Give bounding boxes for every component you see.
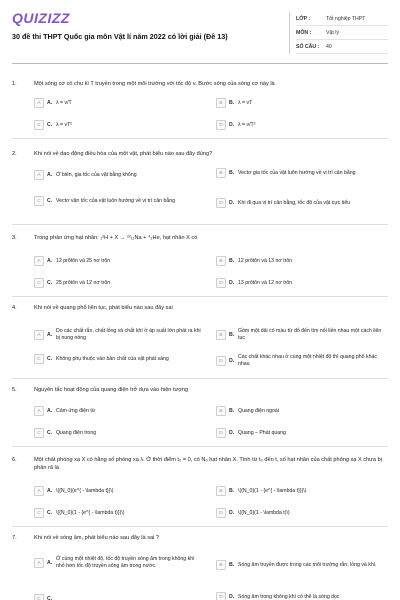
option-b[interactable] bbox=[216, 328, 388, 342]
option-box: C bbox=[34, 278, 44, 288]
meta-value: Vật lý bbox=[326, 29, 339, 36]
option-c[interactable] bbox=[34, 196, 204, 206]
option-text: Vectơ vận tốc của vật luôn hướng về vị trí cân bằng bbox=[56, 197, 175, 204]
option-text: Sóng âm trong không khí có thể là sóng dọc bbox=[238, 593, 340, 600]
option-c[interactable] bbox=[34, 120, 204, 130]
question-text: Khi nói về dao động điều hòa của một vật, phát biểu nào sau đây đúng? bbox=[34, 151, 213, 157]
question-7 bbox=[12, 534, 388, 600]
option-label: C. bbox=[47, 197, 53, 204]
option-c[interactable] bbox=[34, 354, 204, 364]
option-d[interactable] bbox=[216, 354, 388, 368]
option-box: D bbox=[216, 356, 226, 366]
question-2 bbox=[12, 150, 388, 222]
option-box: A bbox=[34, 330, 44, 340]
option-label: B. bbox=[229, 487, 235, 494]
option-a[interactable] bbox=[34, 98, 204, 108]
option-label: B. bbox=[229, 257, 235, 264]
option-box: D bbox=[216, 592, 226, 600]
option-label: C. bbox=[47, 279, 53, 286]
option-box: B bbox=[216, 560, 226, 570]
question-text: Khi nói về quang phổ liên tục, phát biểu nào sau đây sai bbox=[34, 305, 173, 311]
option-text: Sóng âm truyền được trong các môi trường rắn, lỏng và khí. bbox=[238, 561, 377, 568]
option-box: A bbox=[34, 406, 44, 416]
option-c[interactable] bbox=[34, 594, 204, 600]
option-a[interactable] bbox=[34, 406, 204, 416]
option-box: C bbox=[34, 508, 44, 518]
question-divider bbox=[12, 378, 388, 379]
option-text: Gồm một dải có màu từ đỏ đến tím nối liền nhau một cách liên tục bbox=[238, 328, 382, 341]
meta-row-class bbox=[296, 12, 388, 26]
option-label: D. bbox=[229, 509, 235, 516]
option-box: C bbox=[34, 120, 44, 130]
option-text: Quang điện trong bbox=[56, 429, 97, 436]
option-a[interactable] bbox=[34, 556, 204, 570]
meta-value: 40 bbox=[326, 43, 332, 50]
option-a[interactable] bbox=[34, 170, 204, 180]
option-label: A. bbox=[47, 331, 53, 338]
question-divider bbox=[12, 446, 388, 447]
option-c[interactable] bbox=[34, 428, 204, 438]
meta-row-count bbox=[296, 40, 388, 54]
option-label: B. bbox=[229, 331, 235, 338]
option-b[interactable] bbox=[216, 98, 388, 108]
option-text: Ở biên, gia tốc của vật bằng không bbox=[56, 171, 137, 178]
question-5 bbox=[12, 386, 388, 442]
option-b[interactable] bbox=[216, 406, 388, 416]
question-text: Trong phản ứng hạt nhân: ₁²H + X → ²²₁₁Na + ⁴₂He, hạt nhân X có bbox=[34, 235, 198, 241]
option-b[interactable] bbox=[216, 168, 388, 178]
question-divider bbox=[12, 296, 388, 297]
option-box: A bbox=[34, 256, 44, 266]
option-a[interactable] bbox=[34, 256, 204, 266]
option-label: D. bbox=[229, 357, 235, 364]
option-b[interactable] bbox=[216, 560, 388, 570]
option-text: λ = v/T² bbox=[238, 121, 256, 128]
brand-logo: QUIZIZZ bbox=[12, 10, 70, 26]
meta-key: LỚP : bbox=[296, 15, 311, 22]
option-text: 25 prôtôn và 12 nơ trôn bbox=[56, 279, 111, 286]
question-text: Một chất phóng xạ X có hằng số phóng xạ λ. Ở thời điểm t₀ = 0, có N₀ hạt nhân X. Tính từ t₀ đến t, số hạt nhân của chất phóng xạ X chưa bị phân rã là bbox=[34, 457, 382, 471]
option-text: Vectơ gia tốc của vật luôn hướng về vị trí cân bằng bbox=[238, 169, 356, 176]
option-a[interactable] bbox=[34, 328, 204, 342]
option-label: A. bbox=[47, 257, 53, 264]
option-text: 12 prôtôn và 13 nơ trôn bbox=[238, 257, 293, 264]
question-text: Một sóng cơ có chu kì T truyền trong một môi trường với tốc độ v. Bước sóng của sóng cơ này là bbox=[34, 81, 275, 87]
question-number: 5. bbox=[12, 387, 17, 393]
option-label: C. bbox=[47, 355, 53, 362]
worksheet-header bbox=[0, 0, 400, 62]
option-label: A. bbox=[47, 99, 53, 106]
option-a[interactable] bbox=[34, 486, 204, 496]
option-label: B. bbox=[229, 561, 235, 568]
meta-key: SỐ CÂU : bbox=[296, 43, 320, 50]
option-label: A. bbox=[47, 407, 53, 414]
option-label: A. bbox=[47, 487, 53, 494]
option-text: Do các chất rắn, chất lỏng và chất khí ở áp suất lớn phát ra khi bị nung nóng bbox=[56, 328, 201, 341]
option-label: D. bbox=[229, 121, 235, 128]
option-label: A. bbox=[47, 171, 53, 178]
option-box: C bbox=[34, 354, 44, 364]
option-label: B. bbox=[229, 407, 235, 414]
option-d[interactable] bbox=[216, 278, 388, 288]
option-text: Cảm ứng điện từ bbox=[56, 407, 96, 414]
question-number: 1. bbox=[12, 81, 17, 87]
question-3 bbox=[12, 234, 388, 290]
option-text: \({N_0}{e^{ - \lambda t}}\) bbox=[56, 487, 114, 494]
question-text: Nguyên tắc hoạt động của quang điện trở dựa vào hiện tượng bbox=[34, 387, 189, 393]
option-b[interactable] bbox=[216, 256, 388, 266]
option-c[interactable] bbox=[34, 508, 204, 518]
question-1 bbox=[12, 80, 388, 138]
option-box: B bbox=[216, 330, 226, 340]
question-number: 2. bbox=[12, 151, 17, 157]
option-d[interactable] bbox=[216, 592, 388, 600]
option-box: B bbox=[216, 486, 226, 496]
option-box: D bbox=[216, 508, 226, 518]
option-text: Khi đi qua vị trí cân bằng, tốc độ của vật cực tiểu bbox=[238, 199, 351, 206]
option-text: Quang – Phát quang bbox=[238, 429, 286, 436]
option-label: D. bbox=[229, 199, 235, 206]
header-divider bbox=[12, 63, 388, 64]
option-label: C. bbox=[47, 429, 53, 436]
question-number: 6. bbox=[12, 457, 17, 463]
option-box: D bbox=[216, 120, 226, 130]
question-text: Khi nói về sóng âm, phát biểu nào sau đây là sai ? bbox=[34, 535, 160, 541]
option-label: C. bbox=[47, 509, 53, 516]
option-box: A bbox=[34, 486, 44, 496]
option-label: C. bbox=[47, 595, 53, 600]
option-b[interactable] bbox=[216, 486, 388, 496]
option-label: D. bbox=[229, 429, 235, 436]
option-text: \({N_0}(1 - {e^{ - \lambda t}})\) bbox=[56, 509, 125, 516]
option-text: \({N_0}(1 - \lambda t)\) bbox=[238, 509, 290, 516]
option-box: D bbox=[216, 428, 226, 438]
option-label: A. bbox=[47, 559, 53, 566]
option-box: B bbox=[216, 98, 226, 108]
meta-panel bbox=[289, 12, 388, 54]
option-box: D bbox=[216, 198, 226, 208]
option-box: B bbox=[216, 256, 226, 266]
question-4 bbox=[12, 304, 388, 376]
question-divider bbox=[12, 224, 388, 225]
option-d[interactable] bbox=[216, 120, 388, 130]
option-text: \({N_0}(1 - {e^{ - \lambda t}})\) bbox=[238, 487, 307, 494]
option-box: C bbox=[34, 594, 44, 600]
option-text: λ = vT² bbox=[56, 121, 72, 128]
question-number: 3. bbox=[12, 235, 17, 241]
option-text: 12 prôtôn và 25 nơ trôn bbox=[56, 257, 111, 264]
option-box: B bbox=[216, 168, 226, 178]
option-c[interactable] bbox=[34, 278, 204, 288]
document-title: 30 đề thi THPT Quốc gia môn Vật lí năm 2022 có lời giải (Đề 13) bbox=[12, 32, 228, 41]
question-divider bbox=[12, 138, 388, 139]
option-text: λ = vT bbox=[238, 99, 253, 106]
option-box: C bbox=[34, 196, 44, 206]
option-box: C bbox=[34, 428, 44, 438]
option-d[interactable] bbox=[216, 428, 388, 438]
option-label: C. bbox=[47, 121, 53, 128]
meta-row-subject bbox=[296, 26, 388, 40]
meta-key: MÔN : bbox=[296, 29, 312, 36]
option-d[interactable] bbox=[216, 198, 388, 208]
question-divider bbox=[12, 526, 388, 527]
option-text: λ = v/T bbox=[56, 99, 72, 106]
question-number: 7. bbox=[12, 535, 17, 541]
option-d[interactable] bbox=[216, 508, 388, 518]
meta-value: Tốt nghiệp THPT bbox=[326, 15, 366, 22]
option-text: Không phụ thuộc vào bản chất của vật phát sáng bbox=[56, 355, 169, 362]
option-text: Ở cùng một nhiệt độ, tốc độ truyền sóng âm trong không khí nhỏ hơn tốc độ truyền sóng âm trong nước. bbox=[56, 556, 195, 569]
option-box: A bbox=[34, 558, 44, 568]
option-box: B bbox=[216, 406, 226, 416]
option-text: Các chất khác nhau ở cùng một nhiệt độ thì quang phổ khác nhau bbox=[238, 354, 377, 367]
option-label: B. bbox=[229, 169, 235, 176]
question-number: 4. bbox=[12, 305, 17, 311]
option-text: 13 prôtôn và 12 nơ trôn bbox=[238, 279, 293, 286]
option-text: Quang điện ngoài bbox=[238, 407, 279, 414]
option-label: D. bbox=[229, 593, 235, 600]
option-box: A bbox=[34, 98, 44, 108]
option-box: D bbox=[216, 278, 226, 288]
question-6 bbox=[12, 456, 388, 522]
option-box: A bbox=[34, 170, 44, 180]
option-label: B. bbox=[229, 99, 235, 106]
option-label: D. bbox=[229, 279, 235, 286]
